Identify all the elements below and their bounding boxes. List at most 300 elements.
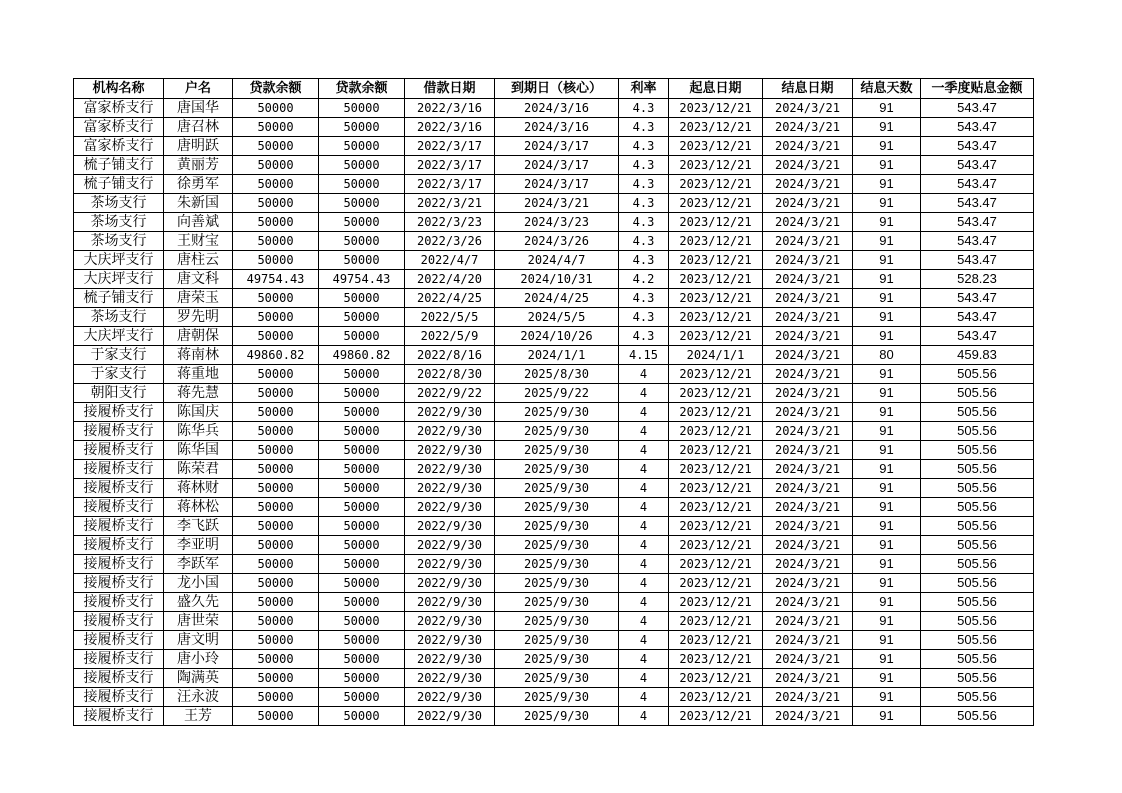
interest-rate-cell: 4.3 xyxy=(619,308,669,327)
loan-balance-cell: 50000 xyxy=(233,251,319,270)
table-row xyxy=(74,403,1034,422)
table-row xyxy=(74,536,1034,555)
loan-date-cell: 2022/9/30 xyxy=(405,422,495,441)
table-row xyxy=(74,593,1034,612)
table-row xyxy=(74,384,1034,403)
loan-balance-cell: 50000 xyxy=(319,384,405,403)
loan-balance-cell: 50000 xyxy=(233,403,319,422)
subsidy-amount-cell: 543.47 xyxy=(921,251,1034,270)
settlement-date-cell: 2024/3/21 xyxy=(763,346,853,365)
account-name-cell: 蒋南林 xyxy=(164,346,233,365)
settlement-days-cell: 91 xyxy=(853,574,921,593)
maturity-date-cell: 2024/3/17 xyxy=(495,156,619,175)
loan-balance-cell: 50000 xyxy=(233,422,319,441)
org-cell: 茶场支行 xyxy=(74,194,164,213)
header-org: 机构名称 xyxy=(74,79,164,99)
loan-balance-cell: 50000 xyxy=(319,498,405,517)
org-cell: 富家桥支行 xyxy=(74,137,164,156)
header-loan-balance-1: 贷款余额 xyxy=(233,79,319,99)
account-name-cell: 向善斌 xyxy=(164,213,233,232)
org-cell: 茶场支行 xyxy=(74,308,164,327)
maturity-date-cell: 2025/9/30 xyxy=(495,479,619,498)
account-name-cell: 徐勇军 xyxy=(164,175,233,194)
account-name-cell: 朱新国 xyxy=(164,194,233,213)
interest-rate-cell: 4.3 xyxy=(619,137,669,156)
loan-date-cell: 2022/9/30 xyxy=(405,441,495,460)
loan-date-cell: 2022/9/30 xyxy=(405,574,495,593)
org-cell: 接履桥支行 xyxy=(74,593,164,612)
loan-balance-cell: 50000 xyxy=(233,650,319,669)
org-cell: 大庆坪支行 xyxy=(74,251,164,270)
interest-rate-cell: 4 xyxy=(619,574,669,593)
value-date-cell: 2023/12/21 xyxy=(669,175,763,194)
loan-balance-cell: 50000 xyxy=(319,156,405,175)
maturity-date-cell: 2024/3/16 xyxy=(495,99,619,118)
subsidy-amount-cell: 505.56 xyxy=(921,422,1034,441)
account-name-cell: 陈国庆 xyxy=(164,403,233,422)
settlement-date-cell: 2024/3/21 xyxy=(763,498,853,517)
interest-rate-cell: 4.3 xyxy=(619,194,669,213)
loan-balance-cell: 50000 xyxy=(319,669,405,688)
subsidy-amount-cell: 543.47 xyxy=(921,99,1034,118)
subsidy-amount-cell: 543.47 xyxy=(921,308,1034,327)
interest-rate-cell: 4 xyxy=(619,707,669,726)
subsidy-amount-cell: 505.56 xyxy=(921,536,1034,555)
settlement-days-cell: 91 xyxy=(853,441,921,460)
org-cell: 于家支行 xyxy=(74,346,164,365)
table-row xyxy=(74,289,1034,308)
org-cell: 梳子铺支行 xyxy=(74,156,164,175)
org-cell: 富家桥支行 xyxy=(74,99,164,118)
org-cell: 接履桥支行 xyxy=(74,707,164,726)
value-date-cell: 2023/12/21 xyxy=(669,232,763,251)
subsidy-amount-cell: 459.83 xyxy=(921,346,1034,365)
subsidy-amount-cell: 528.23 xyxy=(921,270,1034,289)
loan-balance-cell: 50000 xyxy=(233,232,319,251)
org-cell: 茶场支行 xyxy=(74,213,164,232)
header-loan-balance-2: 贷款余额 xyxy=(319,79,405,99)
settlement-date-cell: 2024/3/21 xyxy=(763,194,853,213)
account-name-cell: 蒋先慧 xyxy=(164,384,233,403)
loan-balance-cell: 50000 xyxy=(319,99,405,118)
loan-balance-cell: 49754.43 xyxy=(319,270,405,289)
maturity-date-cell: 2024/4/25 xyxy=(495,289,619,308)
settlement-days-cell: 91 xyxy=(853,403,921,422)
org-cell: 大庆坪支行 xyxy=(74,270,164,289)
loan-balance-cell: 50000 xyxy=(233,631,319,650)
loan-date-cell: 2022/3/16 xyxy=(405,99,495,118)
loan-balance-cell: 50000 xyxy=(319,479,405,498)
settlement-days-cell: 91 xyxy=(853,479,921,498)
maturity-date-cell: 2025/9/30 xyxy=(495,536,619,555)
interest-rate-cell: 4 xyxy=(619,498,669,517)
loan-date-cell: 2022/5/9 xyxy=(405,327,495,346)
table-row xyxy=(74,232,1034,251)
interest-rate-cell: 4 xyxy=(619,669,669,688)
loan-balance-cell: 50000 xyxy=(233,555,319,574)
settlement-days-cell: 91 xyxy=(853,118,921,137)
org-cell: 接履桥支行 xyxy=(74,403,164,422)
loan-balance-cell: 50000 xyxy=(233,688,319,707)
interest-rate-cell: 4.3 xyxy=(619,156,669,175)
table-row xyxy=(74,612,1034,631)
loan-date-cell: 2022/9/30 xyxy=(405,517,495,536)
table-row xyxy=(74,707,1034,726)
settlement-days-cell: 91 xyxy=(853,707,921,726)
loan-balance-cell: 50000 xyxy=(319,327,405,346)
org-cell: 接履桥支行 xyxy=(74,441,164,460)
settlement-date-cell: 2024/3/21 xyxy=(763,308,853,327)
table-row xyxy=(74,650,1034,669)
maturity-date-cell: 2025/9/22 xyxy=(495,384,619,403)
account-name-cell: 唐文科 xyxy=(164,270,233,289)
loan-balance-cell: 50000 xyxy=(319,707,405,726)
table-row xyxy=(74,137,1034,156)
maturity-date-cell: 2025/9/30 xyxy=(495,460,619,479)
account-name-cell: 陈华国 xyxy=(164,441,233,460)
loan-balance-cell: 50000 xyxy=(319,175,405,194)
account-name-cell: 李飞跃 xyxy=(164,517,233,536)
account-name-cell: 唐柱云 xyxy=(164,251,233,270)
account-name-cell: 蒋重地 xyxy=(164,365,233,384)
loan-date-cell: 2022/9/30 xyxy=(405,612,495,631)
account-name-cell: 李亚明 xyxy=(164,536,233,555)
org-cell: 梳子铺支行 xyxy=(74,289,164,308)
settlement-days-cell: 91 xyxy=(853,232,921,251)
interest-rate-cell: 4.2 xyxy=(619,270,669,289)
loan-balance-cell: 50000 xyxy=(319,251,405,270)
maturity-date-cell: 2024/4/7 xyxy=(495,251,619,270)
loan-date-cell: 2022/9/30 xyxy=(405,631,495,650)
loan-balance-cell: 50000 xyxy=(319,460,405,479)
header-settlement-days: 结息天数 xyxy=(853,79,921,99)
maturity-date-cell: 2025/9/30 xyxy=(495,498,619,517)
table-row xyxy=(74,251,1034,270)
account-name-cell: 王财宝 xyxy=(164,232,233,251)
org-cell: 梳子铺支行 xyxy=(74,175,164,194)
org-cell: 接履桥支行 xyxy=(74,422,164,441)
settlement-date-cell: 2024/3/21 xyxy=(763,631,853,650)
account-name-cell: 唐世荣 xyxy=(164,612,233,631)
settlement-days-cell: 91 xyxy=(853,270,921,289)
loan-date-cell: 2022/3/16 xyxy=(405,118,495,137)
loan-balance-cell: 50000 xyxy=(233,460,319,479)
maturity-date-cell: 2025/9/30 xyxy=(495,593,619,612)
header-q1-subsidy-amount: 一季度贴息金额 xyxy=(921,79,1034,99)
loan-balance-cell: 50000 xyxy=(233,593,319,612)
loan-balance-cell: 49860.82 xyxy=(233,346,319,365)
loan-balance-cell: 50000 xyxy=(233,137,319,156)
settlement-date-cell: 2024/3/21 xyxy=(763,156,853,175)
settlement-days-cell: 80 xyxy=(853,346,921,365)
subsidy-amount-cell: 505.56 xyxy=(921,650,1034,669)
settlement-days-cell: 91 xyxy=(853,688,921,707)
value-date-cell: 2023/12/21 xyxy=(669,99,763,118)
maturity-date-cell: 2024/5/5 xyxy=(495,308,619,327)
loan-balance-cell: 50000 xyxy=(319,688,405,707)
subsidy-amount-cell: 543.47 xyxy=(921,156,1034,175)
loan-balance-cell: 50000 xyxy=(233,99,319,118)
settlement-days-cell: 91 xyxy=(853,460,921,479)
settlement-days-cell: 91 xyxy=(853,308,921,327)
header-row xyxy=(74,79,1034,99)
subsidy-amount-cell: 505.56 xyxy=(921,517,1034,536)
loan-date-cell: 2022/4/7 xyxy=(405,251,495,270)
loan-date-cell: 2022/9/30 xyxy=(405,460,495,479)
settlement-date-cell: 2024/3/21 xyxy=(763,574,853,593)
header-interest-rate: 利率 xyxy=(619,79,669,99)
settlement-days-cell: 91 xyxy=(853,251,921,270)
loan-balance-cell: 50000 xyxy=(319,403,405,422)
loan-date-cell: 2022/3/26 xyxy=(405,232,495,251)
loan-balance-cell: 50000 xyxy=(233,194,319,213)
loan-date-cell: 2022/3/17 xyxy=(405,156,495,175)
loan-balance-cell: 49754.43 xyxy=(233,270,319,289)
maturity-date-cell: 2025/9/30 xyxy=(495,669,619,688)
interest-rate-cell: 4.3 xyxy=(619,327,669,346)
loan-balance-cell: 50000 xyxy=(233,707,319,726)
table-row xyxy=(74,156,1034,175)
loan-balance-cell: 50000 xyxy=(233,536,319,555)
table-row xyxy=(74,118,1034,137)
loan-date-cell: 2022/9/30 xyxy=(405,593,495,612)
header-account-name: 户名 xyxy=(164,79,233,99)
loan-date-cell: 2022/3/17 xyxy=(405,137,495,156)
header-maturity-date: 到期日（核心） xyxy=(495,79,619,99)
loan-balance-cell: 50000 xyxy=(319,232,405,251)
table-row xyxy=(74,669,1034,688)
subsidy-amount-cell: 543.47 xyxy=(921,213,1034,232)
subsidy-amount-cell: 543.47 xyxy=(921,194,1034,213)
loan-balance-cell: 50000 xyxy=(233,517,319,536)
subsidy-amount-cell: 505.56 xyxy=(921,574,1034,593)
loan-balance-cell: 50000 xyxy=(233,327,319,346)
account-name-cell: 唐荣玉 xyxy=(164,289,233,308)
value-date-cell: 2023/12/21 xyxy=(669,441,763,460)
loan-date-cell: 2022/3/17 xyxy=(405,175,495,194)
loan-date-cell: 2022/9/30 xyxy=(405,403,495,422)
table-row xyxy=(74,365,1034,384)
table-row xyxy=(74,422,1034,441)
settlement-date-cell: 2024/3/21 xyxy=(763,479,853,498)
loan-balance-cell: 50000 xyxy=(233,669,319,688)
account-name-cell: 陈荣君 xyxy=(164,460,233,479)
value-date-cell: 2023/12/21 xyxy=(669,270,763,289)
loan-balance-cell: 50000 xyxy=(233,498,319,517)
subsidy-amount-cell: 505.56 xyxy=(921,555,1034,574)
loan-date-cell: 2022/9/30 xyxy=(405,536,495,555)
account-name-cell: 唐明跃 xyxy=(164,137,233,156)
settlement-date-cell: 2024/3/21 xyxy=(763,99,853,118)
value-date-cell: 2023/12/21 xyxy=(669,574,763,593)
loan-date-cell: 2022/9/22 xyxy=(405,384,495,403)
subsidy-amount-cell: 505.56 xyxy=(921,460,1034,479)
interest-rate-cell: 4 xyxy=(619,441,669,460)
header-loan-date: 借款日期 xyxy=(405,79,495,99)
settlement-days-cell: 91 xyxy=(853,422,921,441)
maturity-date-cell: 2025/9/30 xyxy=(495,612,619,631)
settlement-days-cell: 91 xyxy=(853,289,921,308)
loan-date-cell: 2022/4/25 xyxy=(405,289,495,308)
value-date-cell: 2023/12/21 xyxy=(669,555,763,574)
settlement-days-cell: 91 xyxy=(853,650,921,669)
settlement-date-cell: 2024/3/21 xyxy=(763,612,853,631)
org-cell: 接履桥支行 xyxy=(74,555,164,574)
value-date-cell: 2023/12/21 xyxy=(669,251,763,270)
value-date-cell: 2023/12/21 xyxy=(669,156,763,175)
settlement-date-cell: 2024/3/21 xyxy=(763,137,853,156)
settlement-date-cell: 2024/3/21 xyxy=(763,669,853,688)
org-cell: 接履桥支行 xyxy=(74,574,164,593)
value-date-cell: 2023/12/21 xyxy=(669,422,763,441)
loan-balance-cell: 50000 xyxy=(233,289,319,308)
settlement-days-cell: 91 xyxy=(853,365,921,384)
loan-balance-cell: 50000 xyxy=(319,612,405,631)
org-cell: 接履桥支行 xyxy=(74,536,164,555)
account-name-cell: 陈华兵 xyxy=(164,422,233,441)
subsidy-amount-cell: 505.56 xyxy=(921,593,1034,612)
account-name-cell: 陶满英 xyxy=(164,669,233,688)
subsidy-amount-cell: 505.56 xyxy=(921,365,1034,384)
loan-date-cell: 2022/9/30 xyxy=(405,707,495,726)
loan-balance-cell: 50000 xyxy=(319,574,405,593)
loan-balance-cell: 50000 xyxy=(233,118,319,137)
value-date-cell: 2023/12/21 xyxy=(669,384,763,403)
value-date-cell: 2024/1/1 xyxy=(669,346,763,365)
loan-balance-cell: 50000 xyxy=(319,308,405,327)
interest-rate-cell: 4.3 xyxy=(619,175,669,194)
table-row xyxy=(74,498,1034,517)
subsidy-amount-cell: 543.47 xyxy=(921,327,1034,346)
loan-date-cell: 2022/9/30 xyxy=(405,479,495,498)
interest-rate-cell: 4 xyxy=(619,365,669,384)
value-date-cell: 2023/12/21 xyxy=(669,194,763,213)
account-name-cell: 龙小国 xyxy=(164,574,233,593)
interest-rate-cell: 4 xyxy=(619,555,669,574)
org-cell: 接履桥支行 xyxy=(74,498,164,517)
table-row xyxy=(74,574,1034,593)
loan-balance-cell: 50000 xyxy=(233,156,319,175)
settlement-date-cell: 2024/3/21 xyxy=(763,650,853,669)
loan-balance-cell: 50000 xyxy=(319,517,405,536)
subsidy-amount-cell: 505.56 xyxy=(921,669,1034,688)
table-row xyxy=(74,441,1034,460)
table-row xyxy=(74,213,1034,232)
loan-date-cell: 2022/9/30 xyxy=(405,650,495,669)
account-name-cell: 汪永波 xyxy=(164,688,233,707)
loan-balance-cell: 50000 xyxy=(233,574,319,593)
settlement-days-cell: 91 xyxy=(853,175,921,194)
table-row xyxy=(74,460,1034,479)
org-cell: 接履桥支行 xyxy=(74,631,164,650)
subsidy-amount-cell: 505.56 xyxy=(921,631,1034,650)
account-name-cell: 唐文明 xyxy=(164,631,233,650)
settlement-days-cell: 91 xyxy=(853,213,921,232)
maturity-date-cell: 2025/9/30 xyxy=(495,403,619,422)
org-cell: 接履桥支行 xyxy=(74,669,164,688)
interest-rate-cell: 4.3 xyxy=(619,118,669,137)
subsidy-amount-cell: 505.56 xyxy=(921,688,1034,707)
loan-balance-cell: 50000 xyxy=(233,308,319,327)
settlement-days-cell: 91 xyxy=(853,536,921,555)
settlement-date-cell: 2024/3/21 xyxy=(763,517,853,536)
loan-date-cell: 2022/8/16 xyxy=(405,346,495,365)
loan-date-cell: 2022/3/23 xyxy=(405,213,495,232)
settlement-days-cell: 91 xyxy=(853,137,921,156)
maturity-date-cell: 2025/9/30 xyxy=(495,441,619,460)
settlement-days-cell: 91 xyxy=(853,517,921,536)
loan-balance-cell: 50000 xyxy=(233,384,319,403)
table-row xyxy=(74,517,1034,536)
account-name-cell: 唐小玲 xyxy=(164,650,233,669)
subsidy-amount-cell: 505.56 xyxy=(921,441,1034,460)
subsidy-amount-cell: 505.56 xyxy=(921,479,1034,498)
table-row xyxy=(74,327,1034,346)
value-date-cell: 2023/12/21 xyxy=(669,517,763,536)
loan-balance-cell: 50000 xyxy=(319,536,405,555)
settlement-days-cell: 91 xyxy=(853,194,921,213)
interest-rate-cell: 4 xyxy=(619,422,669,441)
settlement-days-cell: 91 xyxy=(853,498,921,517)
maturity-date-cell: 2024/3/17 xyxy=(495,137,619,156)
value-date-cell: 2023/12/21 xyxy=(669,536,763,555)
maturity-date-cell: 2024/3/21 xyxy=(495,194,619,213)
settlement-days-cell: 91 xyxy=(853,631,921,650)
value-date-cell: 2023/12/21 xyxy=(669,327,763,346)
maturity-date-cell: 2025/9/30 xyxy=(495,650,619,669)
settlement-date-cell: 2024/3/21 xyxy=(763,707,853,726)
subsidy-amount-cell: 543.47 xyxy=(921,289,1034,308)
interest-rate-cell: 4.15 xyxy=(619,346,669,365)
loan-balance-cell: 50000 xyxy=(319,194,405,213)
settlement-date-cell: 2024/3/21 xyxy=(763,384,853,403)
interest-rate-cell: 4.3 xyxy=(619,99,669,118)
settlement-days-cell: 91 xyxy=(853,156,921,175)
account-name-cell: 盛久先 xyxy=(164,593,233,612)
loan-interest-subsidy-table xyxy=(73,78,1034,726)
settlement-date-cell: 2024/3/21 xyxy=(763,232,853,251)
loan-balance-cell: 50000 xyxy=(319,422,405,441)
value-date-cell: 2023/12/21 xyxy=(669,593,763,612)
settlement-date-cell: 2024/3/21 xyxy=(763,460,853,479)
settlement-days-cell: 91 xyxy=(853,327,921,346)
settlement-days-cell: 91 xyxy=(853,669,921,688)
table-row xyxy=(74,346,1034,365)
org-cell: 接履桥支行 xyxy=(74,517,164,536)
maturity-date-cell: 2025/9/30 xyxy=(495,707,619,726)
loan-balance-cell: 50000 xyxy=(319,593,405,612)
settlement-date-cell: 2024/3/21 xyxy=(763,327,853,346)
value-date-cell: 2023/12/21 xyxy=(669,365,763,384)
interest-rate-cell: 4 xyxy=(619,593,669,612)
maturity-date-cell: 2025/9/30 xyxy=(495,422,619,441)
value-date-cell: 2023/12/21 xyxy=(669,308,763,327)
org-cell: 接履桥支行 xyxy=(74,460,164,479)
loan-date-cell: 2022/9/30 xyxy=(405,669,495,688)
maturity-date-cell: 2025/9/30 xyxy=(495,574,619,593)
settlement-days-cell: 91 xyxy=(853,99,921,118)
subsidy-amount-cell: 543.47 xyxy=(921,232,1034,251)
loan-balance-cell: 50000 xyxy=(319,137,405,156)
settlement-date-cell: 2024/3/21 xyxy=(763,555,853,574)
subsidy-amount-cell: 505.56 xyxy=(921,612,1034,631)
loan-balance-cell: 50000 xyxy=(233,612,319,631)
interest-rate-cell: 4.3 xyxy=(619,289,669,308)
table-row xyxy=(74,688,1034,707)
table-row xyxy=(74,99,1034,118)
interest-rate-cell: 4.3 xyxy=(619,213,669,232)
value-date-cell: 2023/12/21 xyxy=(669,213,763,232)
